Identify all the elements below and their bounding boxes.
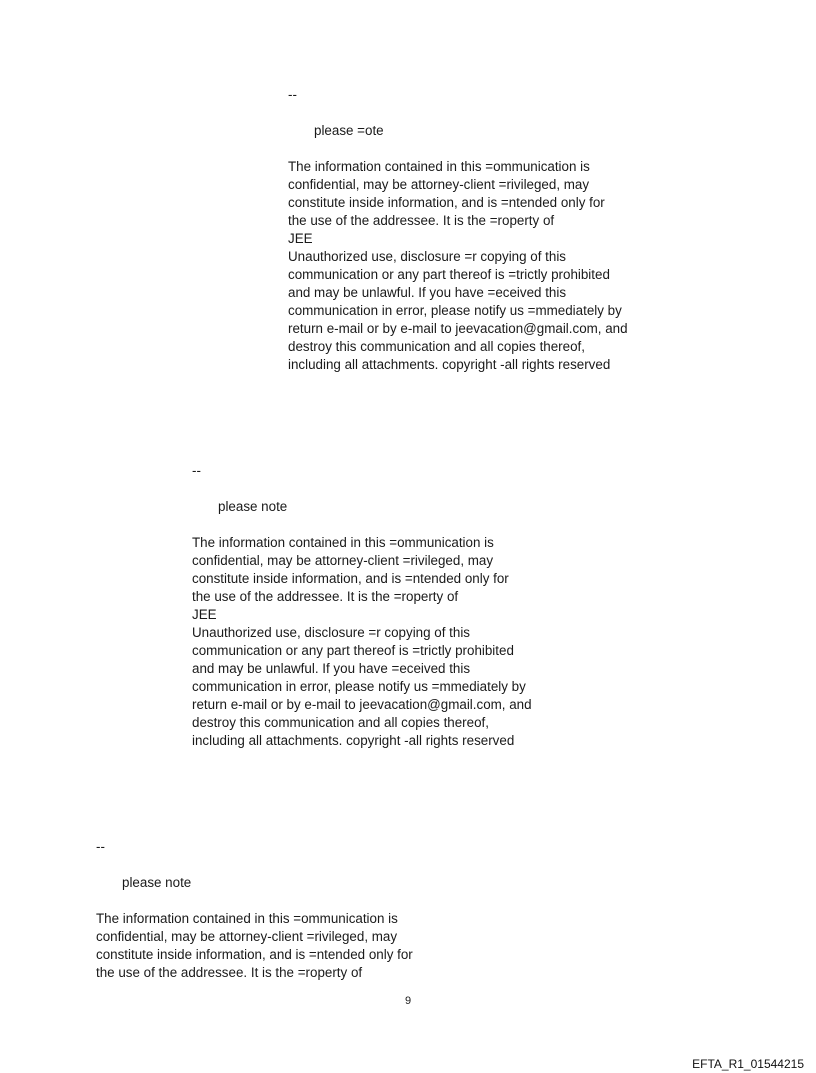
text-line: including all attachments. copyright -all rights reserved: [288, 357, 611, 372]
disclaimer-text: [192, 534, 532, 750]
text-line: constitute inside information, and is =ntended only for: [288, 195, 605, 210]
text-line: confidential, may be attorney-client =rivileged, may: [96, 929, 398, 944]
text-line: The information contained in this =ommunication is: [96, 911, 398, 926]
text-line: and may be unlawful. If you have =eceived this: [288, 285, 567, 300]
disclaimer-block-2: [192, 462, 532, 750]
note-heading: please =ote: [314, 123, 384, 138]
disclaimer-text: [288, 158, 628, 374]
text-line: Unauthorized use, disclosure =r copying of this: [192, 625, 471, 640]
separator: --: [192, 463, 201, 478]
text-line: JEE: [192, 607, 217, 622]
text-line: The information contained in this =ommunication is: [192, 535, 494, 550]
text-line: the use of the addressee. It is the =roperty of: [96, 965, 363, 980]
text-line: The information contained in this =ommunication is: [288, 159, 590, 174]
text-line: communication or any part thereof is =trictly prohibited: [192, 643, 514, 658]
text-line: destroy this communication and all copies thereof,: [192, 715, 489, 730]
text-line: and may be unlawful. If you have =eceived this: [192, 661, 471, 676]
text-line: communication in error, please notify us =mmediately by: [288, 303, 622, 318]
text-line: constitute inside information, and is =ntended only for: [192, 571, 509, 586]
note-heading: please note: [218, 499, 288, 514]
text-line: the use of the addressee. It is the =roperty of: [192, 589, 459, 604]
text-line: return e-mail or by e-mail to jeevacation@gmail.com, and: [288, 321, 628, 336]
page-number: 9: [404, 995, 412, 1007]
text-line: including all attachments. copyright -all rights reserved: [192, 733, 515, 748]
document-id: EFTA_R1_01544215: [692, 1057, 804, 1071]
text-line: destroy this communication and all copies thereof,: [288, 339, 585, 354]
text-line: the use of the addressee. It is the =roperty of: [288, 213, 555, 228]
text-line: confidential, may be attorney-client =rivileged, may: [288, 177, 590, 192]
text-line: communication in error, please notify us =mmediately by: [192, 679, 526, 694]
separator: --: [288, 87, 297, 102]
disclaimer-block-3: [96, 838, 413, 982]
disclaimer-text: [96, 910, 413, 982]
text-line: communication or any part thereof is =trictly prohibited: [288, 267, 610, 282]
text-line: JEE: [288, 231, 313, 246]
text-line: constitute inside information, and is =ntended only for: [96, 947, 413, 962]
text-line: return e-mail or by e-mail to jeevacation@gmail.com, and: [192, 697, 532, 712]
text-line: confidential, may be attorney-client =rivileged, may: [192, 553, 494, 568]
separator: --: [96, 839, 105, 854]
text-line: Unauthorized use, disclosure =r copying of this: [288, 249, 567, 264]
note-heading: please note: [122, 875, 192, 890]
disclaimer-block-1: [288, 86, 628, 374]
